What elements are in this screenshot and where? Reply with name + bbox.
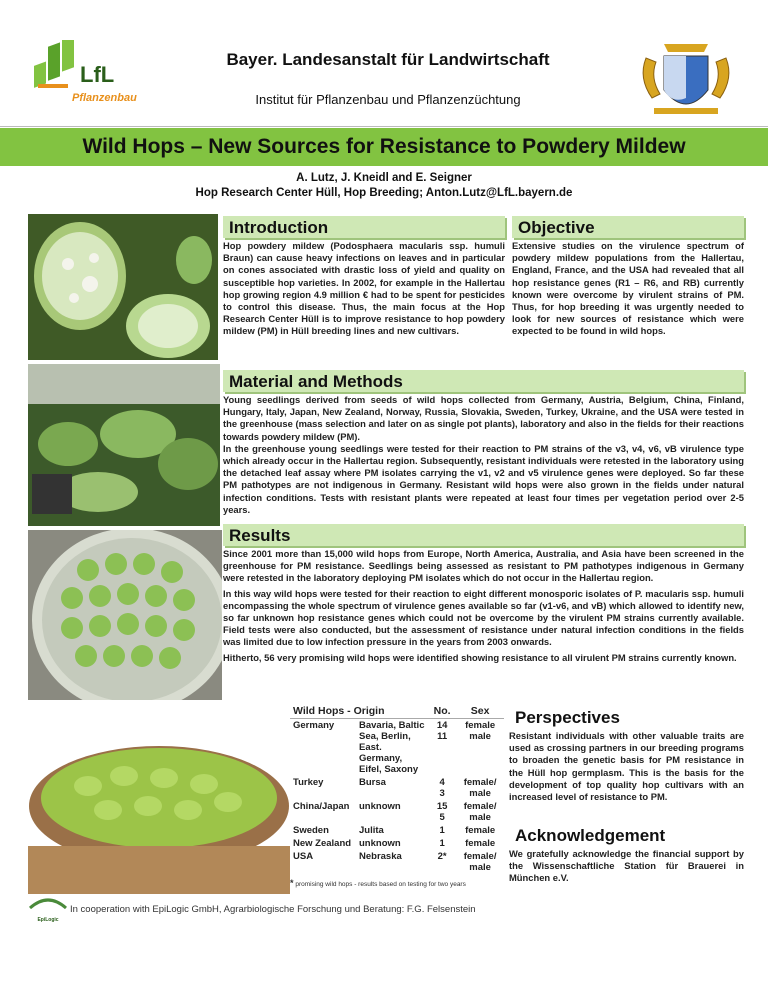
results-paragraph-1: Since 2001 more than 15,000 wild hops from Europe, North America, Australia, and Asia have been screened in the greenhouse for PM resistance. Seedlings being assessed as resistant to PM pathotypes indigenous in Germany were retested in the laboratory deploying PM isolates which do not occur in the Hallertau region. bbox=[223, 548, 744, 584]
col-origin-header: Wild Hops - Origin bbox=[290, 704, 428, 719]
table-row: USA Nebraska 2* female/ male bbox=[293, 851, 497, 873]
cooperation-note: In cooperation with EpiLogic GmbH, Agrarbiologische Forschung und Beratung: F.G. Felsenstein bbox=[70, 904, 476, 915]
greenhouse-seedlings-photo bbox=[28, 364, 220, 526]
table-row: Germany Bavaria, Baltic Sea, Berlin, East. Germany, Eifel, Saxony 14 11 female male bbox=[293, 720, 496, 775]
table-row: New Zealand unknown 1 female bbox=[293, 838, 496, 849]
results-paragraph-3: Hitherto, 56 very promising wild hops were identified showing resistance to all virulent PM strains currently known. bbox=[223, 651, 737, 663]
acknowledgement-text: We gratefully acknowledge the financial support by the Wissenschaftliche Station für Brauerei in München e.V. bbox=[509, 848, 744, 884]
table-row: China/Japan unknown 15 5 female/ male bbox=[293, 801, 497, 823]
methods-heading: Material and Methods bbox=[223, 370, 744, 392]
bavarian-coat-of-arms-icon bbox=[634, 38, 738, 124]
introduction-heading: Introduction bbox=[223, 216, 505, 238]
perspectives-heading: Perspectives bbox=[515, 708, 620, 727]
results-text bbox=[223, 548, 744, 664]
acknowledgement-heading: Acknowledgement bbox=[515, 826, 666, 845]
affiliation: Hop Research Center Hüll, Hop Breeding; Anton.Lutz@LfL.bayern.de bbox=[195, 187, 573, 199]
results-paragraph-2: In this way wild hops were tested for their reaction to eight different monosporic isolates of P. macularis ssp. humuli encompassing the whole spectrum of virulence genes available so far (v1-v6, and vB) which allowed to identify new, so far unknown hop resistance genes which could not be overcome by the virulent PM strains currently available. Field tests were also conducted, but the assessment of resistance under natural infection conditions in the fields was limited due to low infection pressure in the years from 2003 onwards. bbox=[223, 587, 744, 648]
institute-name: Institut für Pflanzenbau und Pflanzenzüchtung bbox=[255, 92, 521, 107]
objective-text: Extensive studies on the virulence spectrum of powdery mildew populations from the Hallertau, England, France, and the USA had revealed that all hop resistance genes (R1 – R6, and RB) currently known were overcome by virulent strains of PM. Thus, for hop breeding it was urgently needed to look for new sources of resistance which were expected to be found in wild hops. bbox=[512, 240, 744, 337]
table-row: Sweden Julita 1 female bbox=[293, 825, 496, 836]
logo-subtext: Pflanzenbau bbox=[72, 92, 137, 104]
perspectives-text: Resistant individuals with other valuable traits are used as crossing partners in our breeding programs to broaden the genetic basis for PM resistance in the Hüll hop germplasm. This is the basis for the development of top quality hop cultivars with an increased level of resistance to PM. bbox=[509, 730, 744, 803]
authors: A. Lutz, J. Kneidl and E. Seigner bbox=[296, 172, 472, 184]
hop-cones-basket-photo bbox=[28, 706, 290, 894]
methods-paragraph-1: Young seedlings derived from seeds of wild hops collected from Germany, Austria, Belgium, China, Finland, Hungary, Italy, Japan, New Zealand, Norway, Russia, Slovakia, Sweden, Turkey, Ukraine, and the USA were tested in the greenhouse (mass selection and later on as single pot plants), laboratory and also in the fields for their reactions towards powdery mildew (PM). bbox=[223, 394, 744, 442]
logo-text: LfL bbox=[80, 62, 115, 87]
objective-heading: Objective bbox=[512, 216, 744, 238]
results-heading: Results bbox=[223, 524, 744, 546]
methods-paragraph-2: In the greenhouse young seedlings were tested for their reaction to PM strains of the v3, v4, v6, vB virulence type which already occur in the Hallertau region. Subsequently, resistant individuals were retested in the laboratory using the detached leaf assay where PM isolates carrying the v1, v2 and v5 virulence genes were deployed. So far these PM pathotypes are not indigenous in Germany. Resistant wild hops were also grown in the fields under natural infection conditions. Tests with resistant plants were repeated at least four times per vegetation period over 2-5 years. bbox=[223, 442, 744, 515]
table-row: Turkey Bursa 4 3 female/ male bbox=[293, 777, 497, 799]
organization-name: Bayer. Landesanstalt für Landwirtschaft bbox=[226, 50, 550, 69]
authors-block bbox=[0, 171, 768, 201]
header-divider bbox=[0, 126, 768, 127]
detached-leaf-assay-photo bbox=[28, 530, 222, 700]
powdery-mildew-photo bbox=[28, 214, 218, 360]
col-sex-header: Sex bbox=[456, 704, 504, 719]
lfl-logo bbox=[28, 40, 148, 112]
wild-hops-origin-table bbox=[290, 704, 504, 888]
epilogic-logo-text: EpiLogic bbox=[37, 917, 59, 923]
poster-title: Wild Hops – New Sources for Resistance to Powdery Mildew bbox=[82, 135, 686, 158]
introduction-text: Hop powdery mildew (Podosphaera macularis ssp. humuli Braun) can cause heavy infections on leaves and in particular on cones associated with drastic loss of yield and quality on susceptible hop varieties. In 2002, for example in the Hallertau hop growing region 4.9 million € had to be spent for pesticides to control this disease. Thus, the main focus at the Hop Research Center Hüll is to improve resistance to hop powdery mildew (PM) in Hüll breeding lines and new cultivars. bbox=[223, 240, 505, 337]
table-footnote: * promising wild hops - results based on testing for two years bbox=[290, 878, 466, 888]
col-no-header: No. bbox=[428, 704, 456, 719]
methods-text bbox=[223, 394, 744, 516]
epilogic-logo bbox=[28, 896, 68, 923]
